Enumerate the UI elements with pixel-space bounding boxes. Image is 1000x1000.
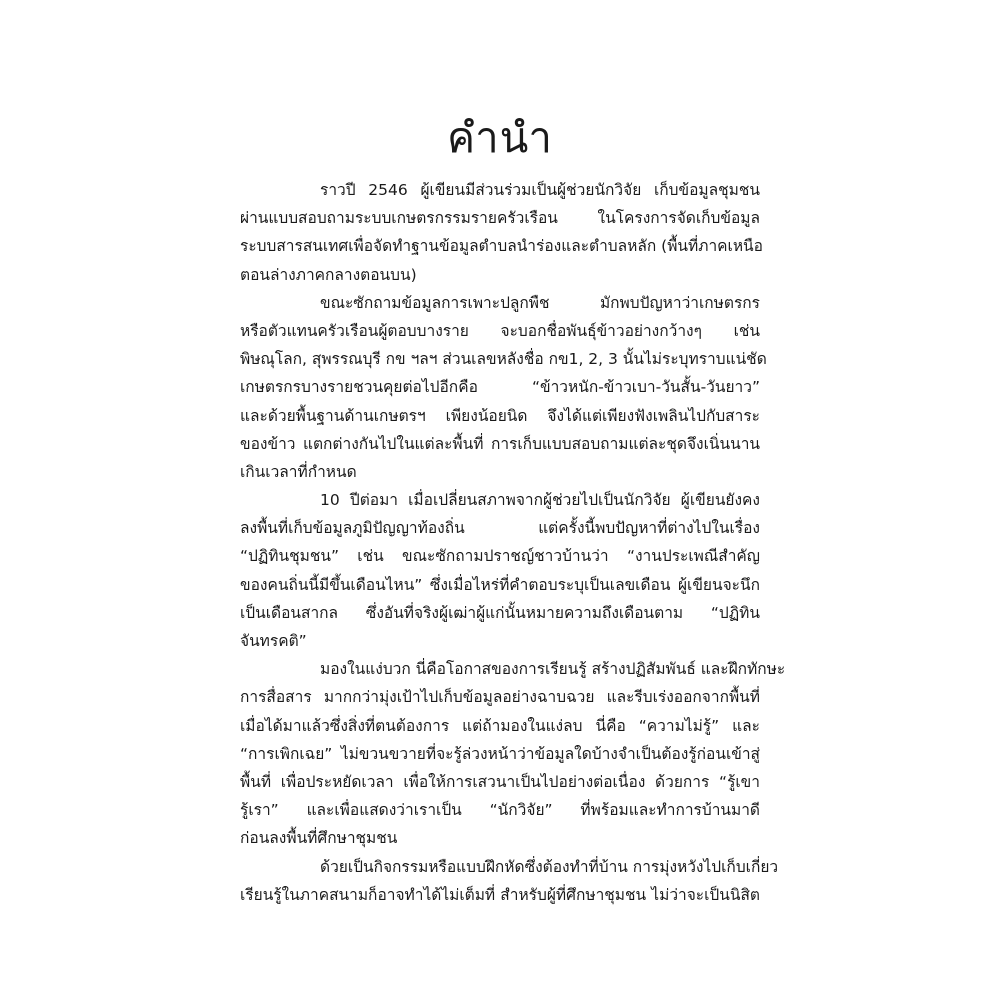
text-line: ระบบสารสนเทศเพื่อจัดทำฐานข้อมูลตำบลนำร่องและตำบลหลัก (พื้นที่ภาคเหนือ [240, 237, 763, 256]
text-line: “การเพิกเฉย” ไม่ขวนขวายที่จะรู้ล่วงหน้าว่าข้อมูลใดบ้างจำเป็นต้องรู้ก่อนเข้าสู่ [240, 744, 760, 763]
text-line: การสื่อสาร มากกว่ามุ่งเป้าไปเก็บข้อมูลอย่างฉาบฉวย และรีบเร่งออกจากพื้นที่ [240, 688, 760, 707]
text-line: ตอนล่างภาคกลางตอนบน) [240, 265, 417, 284]
page-title: คำนำ [447, 113, 553, 162]
text-line: ลงพื้นที่เก็บข้อมูลภูมิปัญญาท้องถิ่น แต่ครั้งนี้พบปัญหาที่ต่างไปในเรื่อง [240, 519, 760, 538]
text-line: ราวปี 2546 ผู้เขียนมีส่วนร่วมเป็นผู้ช่วยนักวิจัย เก็บข้อมูลชุมชน [320, 181, 760, 199]
text-line: ก่อนลงพื้นที่ศึกษาชุมชน [240, 829, 398, 848]
text-line: ของข้าว แตกต่างกันไปในแต่ละพื้นที่ การเก็บแบบสอบถามแต่ละชุดจึงเนิ่นนาน [240, 434, 760, 453]
text-line: เป็นเดือนสากล ซึ่งอันที่จริงผู้เฒ่าผู้แก่นั้นหมายความถึงเดือนตาม “ปฏิทิน [240, 603, 760, 622]
text-line: หรือตัวแทนครัวเรือนผู้ตอบบางราย จะบอกชื่อพันธุ์ข้าวอย่างกว้างๆ เช่น [240, 321, 760, 340]
text-line: เกินเวลาที่กำหนด [240, 462, 357, 481]
text-line: พื้นที่ เพื่อประหยัดเวลา เพื่อให้การเสวนาเป็นไปอย่างต่อเนื่อง ด้วยการ “รู้เขา [240, 772, 760, 791]
body-text [240, 176, 786, 909]
text-line: 10 ปีต่อมา เมื่อเปลี่ยนสภาพจากผู้ช่วยไปเป็นนักวิจัย ผู้เขียนยังคง [320, 491, 760, 510]
text-line: เรียนรู้ในภาคสนามก็อาจทำได้ไม่เต็มที่ สำหรับผู้ที่ศึกษาชุมชน ไม่ว่าจะเป็นนิสิต [240, 885, 760, 904]
text-line: ขณะซักถามข้อมูลการเพาะปลูกพืช มักพบปัญหาว่าเกษตรกร [320, 293, 760, 312]
text-line: ผ่านแบบสอบถามระบบเกษตรกรรมรายครัวเรือน ในโครงการจัดเก็บข้อมูล [240, 209, 760, 228]
text-line: เกษตรกรบางรายชวนคุยต่อไปอีกคือ “ข้าวหนัก-ข้าวเบา-วันสั้น-วันยาว” [240, 378, 760, 397]
text-line: จันทรคติ” [240, 632, 307, 650]
text-line: พิษณุโลก, สุพรรณบุรี กข ฯลฯ ส่วนเลขหลังชื่อ กข1, 2, 3 นั้นไม่ระบุทราบแน่ชัด [240, 350, 767, 369]
text-line: รู้เรา” และเพื่อแสดงว่าเราเป็น “นักวิจัย” ที่พร้อมและทำการบ้านมาดี [240, 801, 760, 820]
text-line: มองในแง่บวก นี่คือโอกาสของการเรียนรู้ สร้างปฏิสัมพันธ์ และฝึกทักษะ [320, 660, 786, 679]
text-line: ของคนถิ่นนี้มีขึ้นเดือนไหน” ซึ่งเมื่อไหร่ที่คำตอบระบุเป็นเลขเดือน ผู้เขียนจะนึก [240, 575, 760, 594]
text-line: “ปฏิทินชุมชน” เช่น ขณะซักถามปราชญ์ชาวบ้านว่า “งานประเพณีสำคัญ [240, 547, 760, 566]
text-line: และด้วยพื้นฐานด้านเกษตรฯ เพียงน้อยนิด จึงได้แต่เพียงฟังเพลินไปกับสาระ [240, 406, 760, 425]
text-line: ด้วยเป็นกิจกรรมหรือแบบฝึกหัดซึ่งต้องทำที่บ้าน การมุ่งหวังไปเก็บเกี่ยว [320, 857, 779, 876]
text-line: เมื่อได้มาแล้วซึ่งสิ่งที่ตนต้องการ แต่ถ้ามองในแง่ลบ นี่คือ “ความไม่รู้” และ [240, 716, 760, 735]
